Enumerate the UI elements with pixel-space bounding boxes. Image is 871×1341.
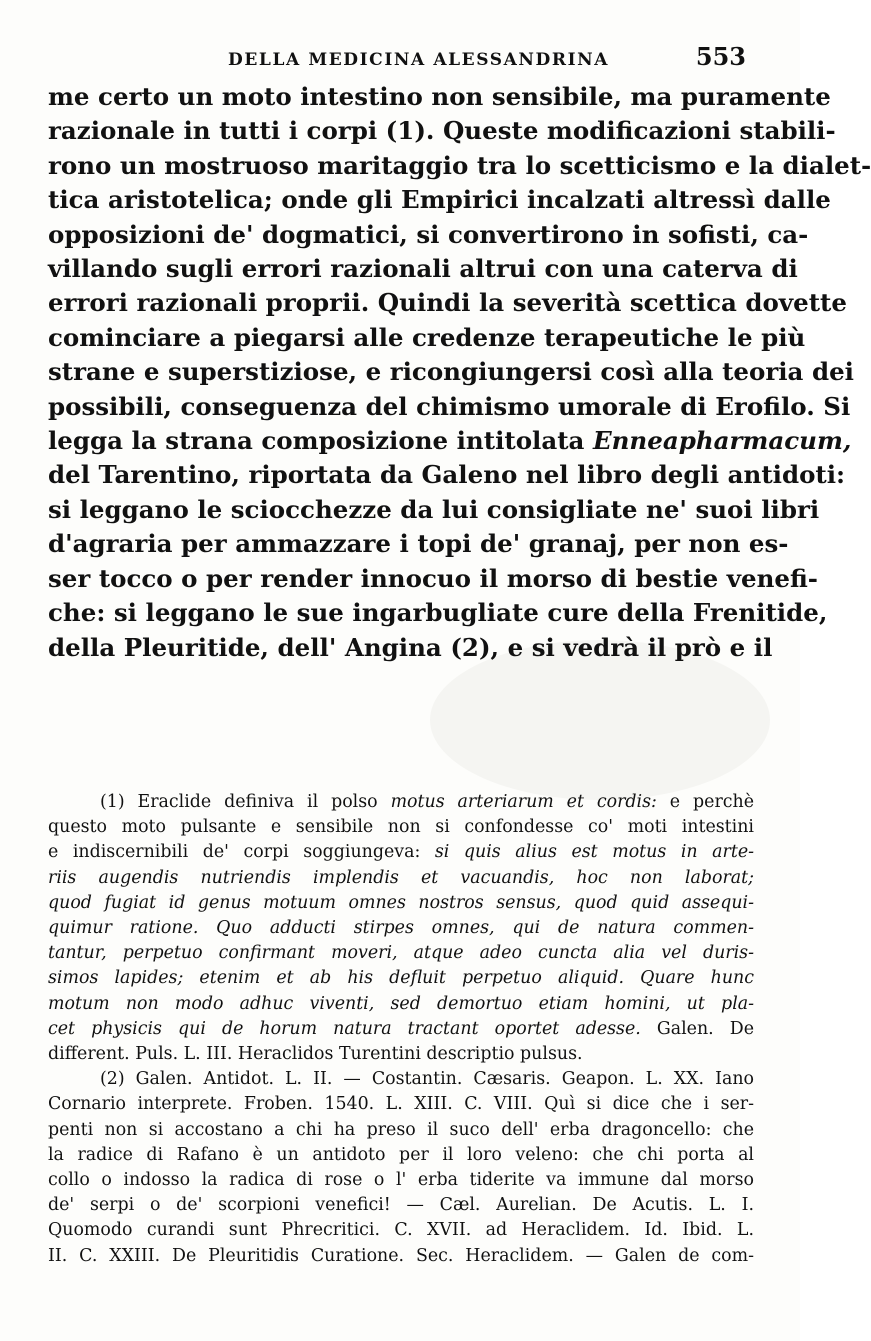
footnote-line	[48, 815, 754, 840]
text-line: villando sugli errori razionali altrui con una caterva di	[48, 254, 798, 284]
page-header	[48, 36, 748, 76]
text-line: si leggano le sciocchezze da lui consigliate ne' suoi libri	[48, 494, 820, 524]
text-line: cominciare a piegarsi alle credenze terapeutiche le più	[48, 322, 806, 352]
text-segment: e indiscernibili de' corpi soggiungeva:	[48, 842, 435, 863]
footnote-line	[48, 840, 754, 865]
text-line: opposizioni de' dogmatici, si convertirono in sofisti, ca-	[48, 219, 809, 249]
text-segment: e perchè	[656, 792, 754, 812]
text-line: d'agraria per ammazzare i topi de' granaj, per non es-	[48, 529, 789, 559]
footnote-line	[48, 966, 754, 991]
text-segment: Galen. De	[640, 1018, 754, 1039]
italic-segment: tantur, perpetuo confirmant moveri, atque adeo cuncta alia vel duris-	[48, 943, 754, 964]
footnote-line	[48, 1042, 754, 1067]
italic-title: Enneapharmacum,	[592, 426, 852, 456]
text-line: me certo un moto intestino non sensibile, ma puramente	[48, 82, 831, 111]
text-line	[48, 424, 852, 458]
text-line: ser tocco o per render innocuo il morso di bestie venefi-	[48, 563, 818, 593]
footnote-line	[48, 790, 754, 815]
running-head: DELLA MEDICINA ALESSANDRINA	[228, 50, 610, 70]
footnote-line: Quomodo curandi sunt Phrecritici. C. XVII. ad Heraclidem. Id. Ibid. L.	[48, 1220, 754, 1241]
italic-segment: si quis alius est motus in arte-	[434, 842, 754, 863]
text-line: possibili, conseguenza del chimismo umorale di Erofilo. Si	[48, 391, 851, 421]
italic-segment: simos lapides; etenim et ab his defluit perpetuo aliquid. Quare hunc	[48, 968, 754, 989]
italic-segment: quod fugiat id genus motuum omnes nostros sensus, quod quid assequi-	[48, 892, 754, 913]
text-line: della Pleuritide, dell' Angina (2), e si vedrà il prò e il	[48, 632, 773, 662]
footnote-line: la radice di Rafano è un antidoto per il loro veleno: che chi porta al	[48, 1144, 754, 1165]
text-line: razionale in tutti i corpi (1). Queste modificazioni stabili-	[48, 116, 836, 146]
footnote-line: Cornario interprete. Froben. 1540. L. XIII. C. VIII. Quì si dice che i ser-	[48, 1094, 754, 1115]
footnote-line	[48, 992, 754, 1017]
text-line: che: si leggano le sue ingarbugliate cure della Frenitide,	[48, 598, 828, 628]
text-segment: questo moto pulsante e sensibile non si confondesse co' moti intestini	[48, 817, 754, 838]
footnote-line	[48, 1017, 754, 1042]
text-line: tica aristotelica; onde gli Empirici incalzati altressì dalle	[48, 185, 831, 215]
italic-segment: riis augendis nutriendis implendis et vacuandis, hoc non laborat;	[48, 867, 754, 888]
text-segment: (1) Eraclide definiva il polso	[100, 792, 391, 812]
text-line: strane e superstiziose, e ricongiungersi così alla teoria dei	[48, 357, 854, 387]
italic-segment: motus arteriarum et cordis:	[390, 792, 657, 812]
footnote-line	[48, 941, 754, 966]
footnote-line: penti non si accostano a chi ha preso il suco dell' erba dragoncello: che	[48, 1119, 754, 1140]
footnote-line	[48, 891, 754, 916]
footnote-line: (2) Galen. Antidot. L. II. — Costantin. Cæsaris. Geapon. L. XX. Iano	[100, 1069, 754, 1090]
text-line: errori razionali proprii. Quindi la severità scettica dovette	[48, 288, 847, 318]
text-segment: different. Puls. L. III. Heraclidos Turentini descriptio pulsus.	[48, 1044, 583, 1065]
italic-segment: motum non modo adhuc viventi, sed demortuo etiam homini, ut pla-	[48, 993, 754, 1014]
text-line: del Tarentino, riportata da Galeno nel libro degli antidoti:	[48, 460, 846, 490]
italic-segment: quimur ratione. Quo adducti stirpes omnes, qui de natura commen-	[48, 918, 754, 939]
footnote-line: de' serpi o de' scorpioni venefici! — Cæl. Aurelian. De Acutis. L. I.	[48, 1195, 754, 1216]
footnote-1	[48, 790, 754, 1067]
footnote-line: collo o indosso la radica di rose o l' erba tiderite va immune dal morso	[48, 1170, 754, 1191]
text-line: rono un mostruoso maritaggio tra lo scetticismo e la dialet-	[48, 150, 871, 180]
footnote-line	[48, 866, 754, 891]
footnote-2	[48, 1067, 754, 1269]
footnote-line: II. C. XXIII. De Pleuritidis Curatione. Sec. Heraclidem. — Galen de com-	[48, 1245, 754, 1266]
text-segment: legga la strana composizione intitolata	[48, 426, 593, 456]
footnote-line	[48, 916, 754, 941]
page-number: 553	[695, 42, 746, 71]
main-text	[48, 80, 871, 665]
italic-segment: cet physicis qui de horum natura tractant oportet adesse.	[48, 1018, 641, 1039]
footnotes	[48, 790, 754, 1269]
